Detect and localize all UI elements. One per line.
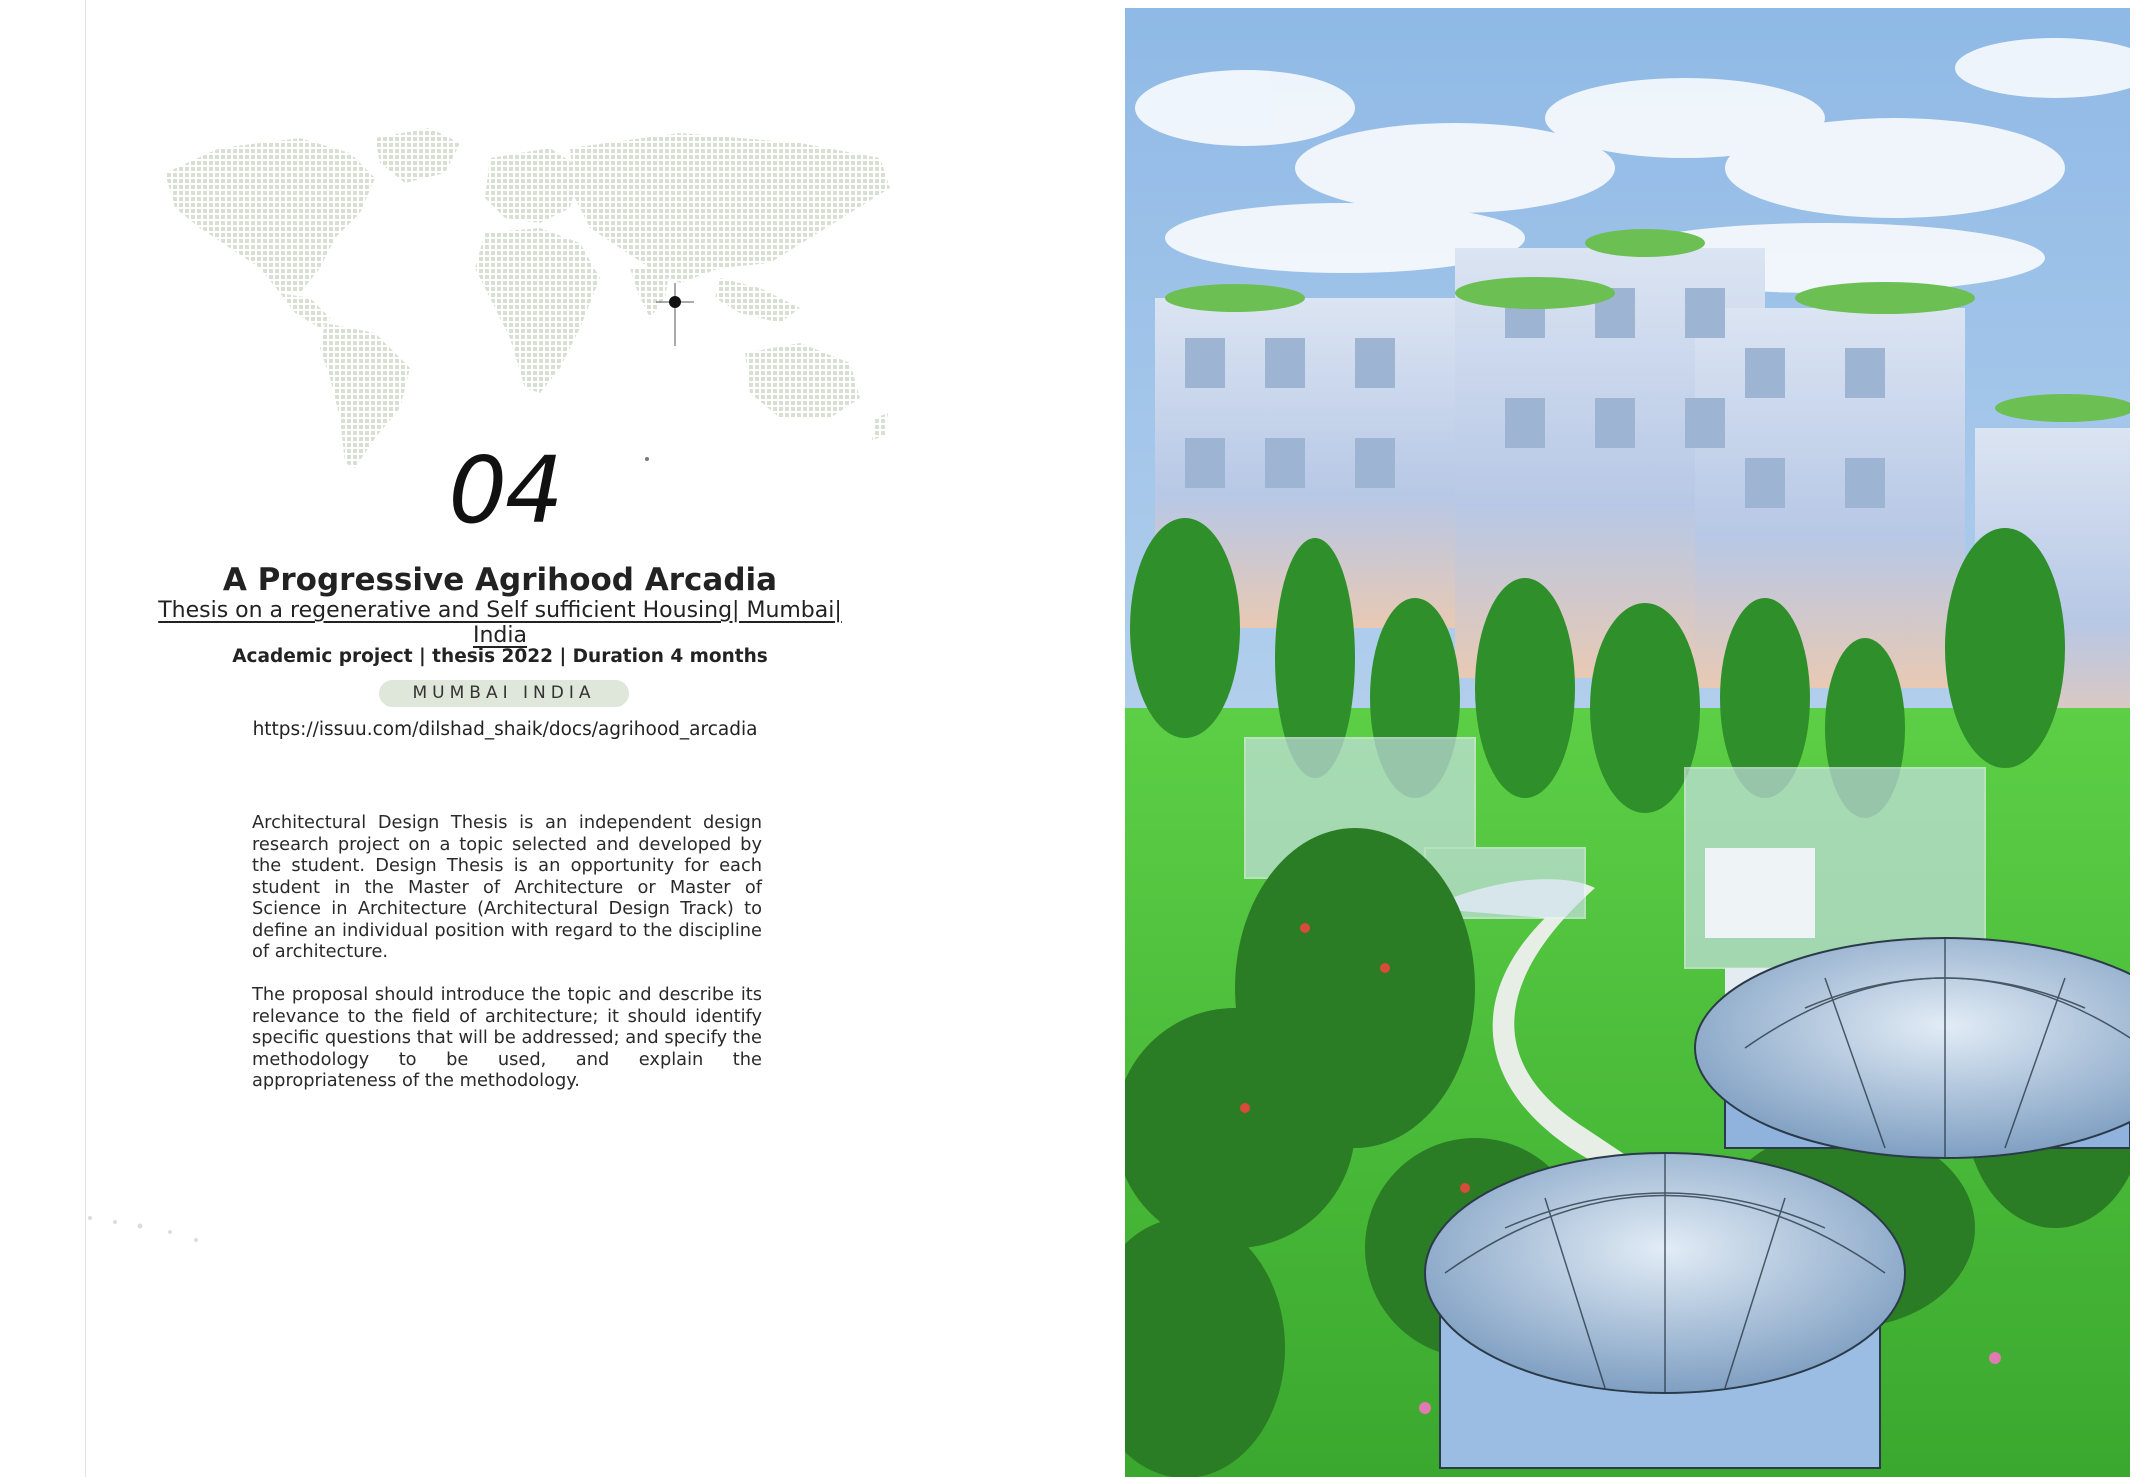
page-margin-rule [85,0,86,1477]
decorative-dots [80,1210,220,1250]
project-number: 04 [448,437,562,544]
project-rendering-image [1125,8,2130,1477]
dotted-world-map [160,118,896,480]
description-paragraph-1: Architectural Design Thesis is an independent design research project on a topic selected and developed by the student. Design Thesis is an opportunity for each student in the Master of Architecture or Master of Science in Architecture (Architectural Design Track) to define an individual position with regard to the discipline of architecture. [252,812,762,962]
location-tag: MUMBAI INDIA [379,680,629,707]
page-edge [2130,0,2154,1477]
description-paragraph-2: The proposal should introduce the topic and describe its relevance to the field of architecture; it should identify specific questions that will be addressed; and specify the methodology to be used, and explain the appropriateness of the methodology. [252,984,762,1091]
project-title: A Progressive Agrihood Arcadia [222,562,778,598]
project-link[interactable]: https://issuu.com/dilshad_shaik/docs/agrihood_arcadia [252,719,758,740]
project-subtitle: Thesis on a regenerative and Self sufficient Housing| Mumbai| India [158,598,842,648]
project-meta: Academic project | thesis 2022 | Duration 4 months [232,646,768,667]
